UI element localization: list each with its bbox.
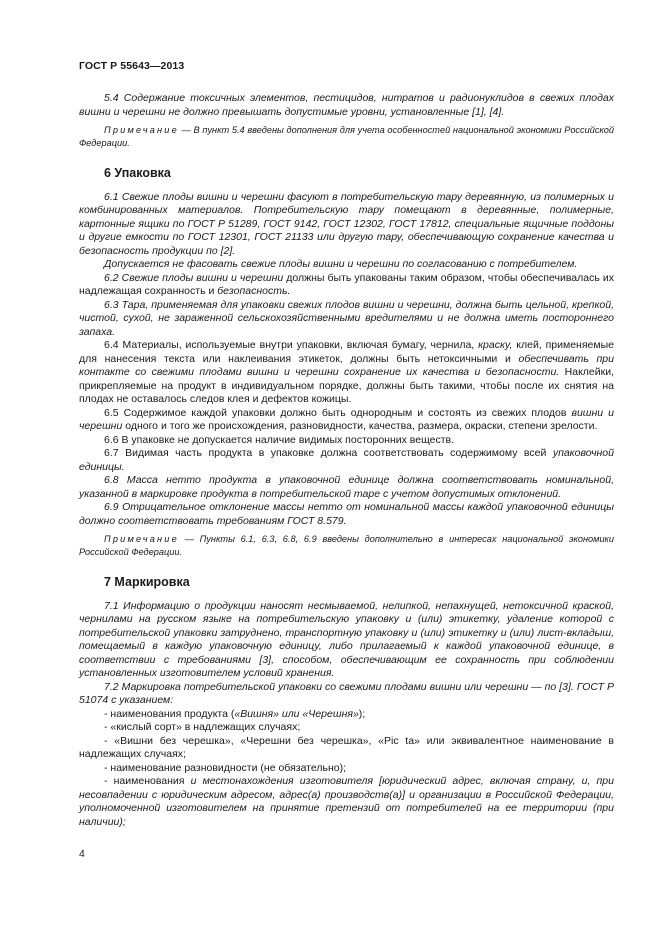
p62-part-a: 6.2 Свежие плоды вишни и черешни — [104, 271, 284, 284]
paragraph-6-6: 6.6 В упаковке не допускается наличие видимых посторонних веществ. — [104, 433, 455, 446]
paragraph-6-7 — [79, 447, 614, 474]
paragraph-6-9: 6.9 Отрицательное отклонение массы нетто от номинальной массы каждой упаковочной единицы должно соответствовать требованиям ГОСТ 8.579. — [79, 501, 614, 527]
section-7-title: 7 Маркировка — [104, 575, 190, 589]
paragraph-7-2: 7.2 Маркировка потребительской упаковки со свежими плодами вишни или черешни — по [3]. ГОСТ Р 51074 с указанием: — [79, 680, 614, 706]
p67-part-a: 6.7 Видимая часть продукта в упаковке должна соответствовать содержимому всей — [104, 447, 553, 459]
p62-part-b: должны быть упакованы таким образом, чтобы обеспечивалась их надлежащая сохранность и — [79, 271, 614, 297]
note-lead: Примечание — [104, 534, 179, 544]
note-6 — [79, 533, 614, 558]
item5-part-a: - наименования — [104, 775, 191, 787]
list-item: - «кислый сорт» в надлежащих случаях; — [104, 721, 301, 733]
list-item: - «Вишни без черешка», «Черешни без черешка», «Pic ta» или эквивалентное наименование в надлежащих случаях; — [79, 734, 614, 760]
item1-part-b: «Вишня» или «Черешня» — [234, 707, 359, 720]
paragraph-6-1: 6.1 Свежие плоды вишни и черешни фасуют в потребительскую тару деревянную, из полимерных и комбинированных материалов. Потребительскую тару помещают в деревянные, полимерные, картонные ящики по ГОСТ Р 51289, ГОСТ 9142, ГОСТ 12302, ГОСТ 17812, специальные ящичные поддоны и другие емкости по ГОСТ 12301, ГОСТ 21133 или другую тару, обеспечивающую сохранение качества и безопасность продукции по [2]. — [79, 190, 614, 257]
standard-header: ГОСТ Р 55643—2013 — [79, 60, 185, 72]
item1-part-a: - наименования продукта ( — [104, 707, 235, 720]
paragraph-6-2 — [79, 272, 614, 299]
p65-part-c: одного и того же происхождения, разновидности, качества, размера, окраски, степени зрелости. — [122, 420, 598, 432]
note-lead: Примечание — [104, 125, 179, 135]
p64-part-a: 6.4 Материалы, используемые внутри упаковки, включая бумагу, чернила, — [104, 339, 479, 351]
p64-part-c: клей, применяемые для нанесения текста или наклеивания этикеток, должны быть нетоксичными и — [79, 339, 614, 365]
p62-part-c: безопасность. — [217, 285, 291, 297]
p64-part-d: обеспечивать при контакте со свежими плодами вишни и черешни сохранение их качества и безопасности. — [79, 352, 614, 378]
list-item: - наименование разновидности (не обязательно); — [104, 761, 347, 774]
paragraph-6-1-b: Допускается не фасовать свежие плоды вишни и черешни по согласованию с потребителем. — [104, 258, 578, 270]
note-text: — Пункты 6.1, 6.3, 6.8, 6.9 введены дополнительно в интересах национальной экономики Российской Федерации. — [79, 534, 614, 557]
list-item — [79, 775, 614, 829]
list-item — [79, 708, 614, 722]
p65-part-a: 6.5 Содержимое каждой упаковки должно быть однородным и состоять из свежих плодов — [104, 406, 572, 419]
paragraph-6-3: 6.3 Тара, применяемая для упаковки свежих плодов вишни и черешни, должна быть цельной, крепкой, чистой, сухой, не зараженной сельскохозяйственными вредителями и не должна иметь постороннего запаха. — [79, 298, 614, 338]
note-5-4 — [79, 124, 614, 149]
p64-part-b: краску, — [478, 339, 513, 351]
note-text: — В пункт 5.4 введены дополнения для учета особенностей национальной экономики Российской Федерации. — [79, 125, 614, 148]
item1-part-c: ); — [358, 707, 366, 720]
paragraph-7-1: 7.1 Информацию о продукции наносят несмываемой, нелипкой, непахнущей, нетоксичной краской, чернилами на русском языке на потребительскую упаковку и (или) этикетку, удаление которой с потребительской упаковки затруднено, транспортную упаковку и (или) этикетку и (или) лист-вкладыш, помещаемый в каждую упаковочную единицу, либо прилагаемый к каждой упаковочной единице, в соответствии с требованиями [3], способом, обеспечивающим ее сохранность при соблюдении установленных изготовителем условий хранения. — [79, 599, 614, 679]
page-number: 4 — [79, 848, 85, 860]
paragraph-5-4: 5.4 Содержание токсичных элементов, пестицидов, нитратов и радионуклидов в свежих плодах вишни и черешни не должно превышать допустимые уровни, установленные [1], [4]. — [79, 92, 614, 118]
paragraph-6-5 — [79, 407, 614, 434]
p65-part-b: вишни и черешни — [79, 406, 614, 432]
p67-part-b: упаковочной единицы. — [79, 447, 614, 473]
item5-part-b: и местонахождения изготовителя [юридический адрес, включая страну, и, при несовпадении с юридическим адресом, адрес(а) производств(а)] и организации в Российской Федерации, уполномоченной изготовителем на принятие претензий от потребителей на ее территории (при наличии); — [79, 775, 614, 828]
p64-part-e: Наклейки, прикрепляемые на продукт в индивидуальном порядке, должны быть такими, чтобы после их снятия на плодах не оставалось следов клея и дефектов кожицы. — [79, 366, 615, 405]
paragraph-6-4 — [79, 339, 614, 407]
section-6-title: 6 Упаковка — [104, 166, 171, 180]
document-body — [79, 92, 614, 829]
paragraph-6-8: 6.8 Масса нетто продукта в упаковочной единице должна соответствовать номинальной, указанной в маркировке продукта в потребительской таре с учетом допустимых отклонений. — [79, 474, 614, 500]
